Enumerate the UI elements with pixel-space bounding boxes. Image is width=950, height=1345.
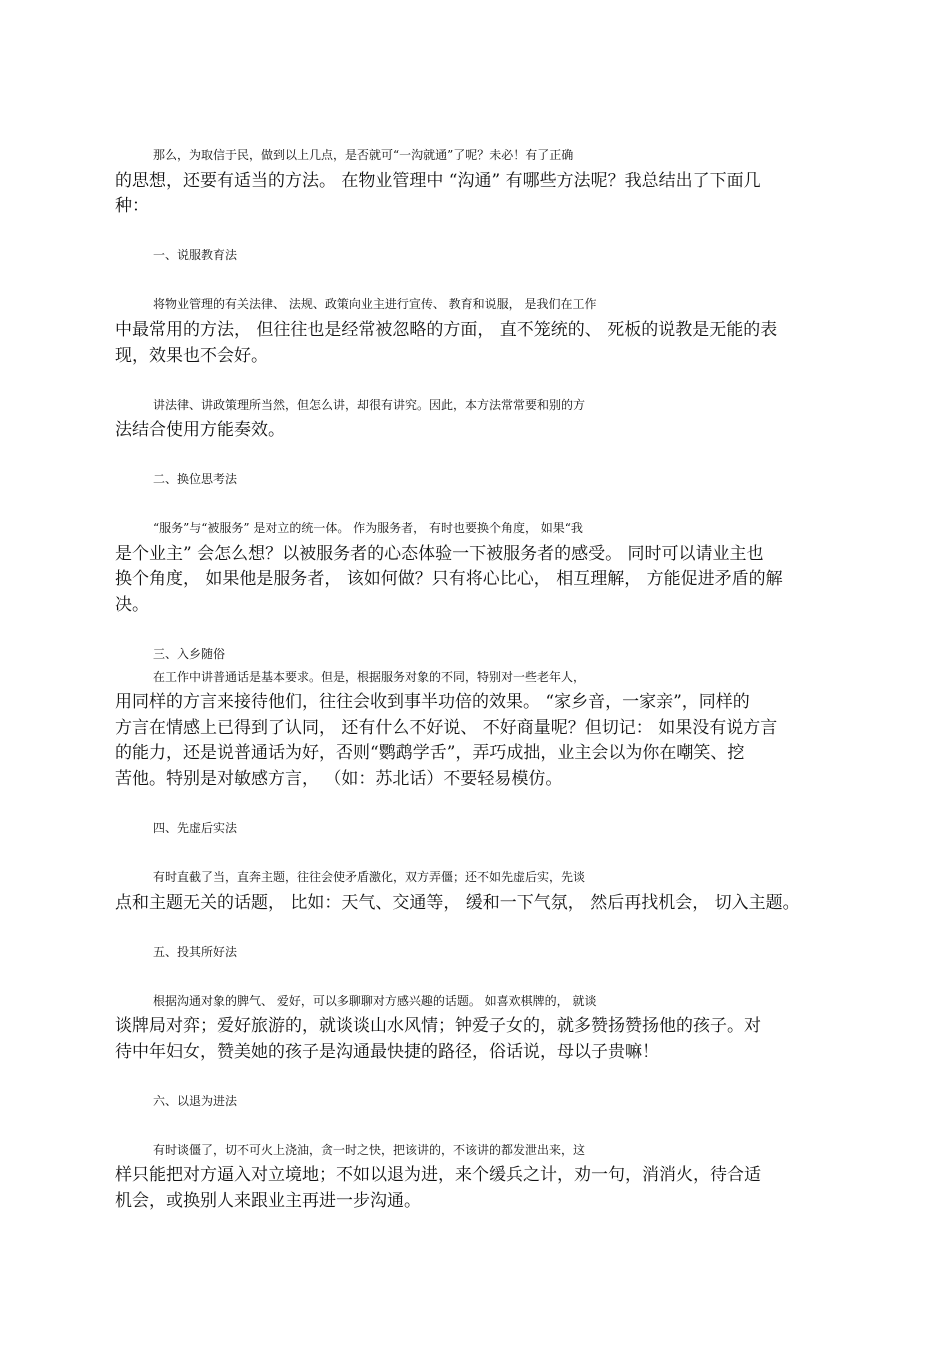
section-heading: 五、投其所好法 (153, 945, 238, 959)
paragraph-line: 方言在情感上已得到了认同， 还有什么不好说、 不好商量呢？但切记： 如果没有说方言 (115, 718, 778, 738)
paragraph-line: 有时谈僵了，切不可火上浇油，贪一时之快，把该讲的，不该讲的都发泄出来，这 (153, 1143, 586, 1157)
paragraph-line: 换个角度， 如果他是服务者， 该如何做？只有将心比心， 相互理解， 方能促进矛盾的解 (115, 569, 783, 589)
paragraph-line: 将物业管理的有关法律、 法规、政策向业主进行宣传、 教育和说服， 是我们在工作 (153, 297, 597, 311)
paragraph-line: 是个业主” 会怎么想？以被服务者的心态体验一下被服务者的感受。 同时可以请业主也 (115, 544, 764, 564)
paragraph-line: 法结合使用方能奏效。 (115, 420, 285, 440)
paragraph-line: 讲法律、讲政策理所当然，但怎么讲，却很有讲究。因此，本方法常常要和别的方 (153, 398, 586, 412)
paragraph-line: 有时直截了当，直奔主题，往往会使矛盾激化，双方弄僵；还不如先虚后实，先谈 (153, 870, 586, 884)
paragraph-line: 中最常用的方法， 但往往也是经常被忽略的方面， 直不笼统的、 死板的说教是无能的表 (115, 320, 778, 340)
paragraph-line: 在工作中讲普通话是基本要求。但是，根据服务对象的不同，特别对一些老年人， (153, 670, 586, 684)
intro-line: 的思想，还要有适当的方法。 在物业管理中 “沟通” 有哪些方法呢？我总结出了下面几 (115, 171, 761, 191)
section-heading: 一、说服教育法 (153, 248, 238, 262)
section-heading: 四、先虚后实法 (153, 821, 238, 835)
section-heading: 六、以退为进法 (153, 1094, 238, 1108)
paragraph-line: 点和主题无关的话题， 比如：天气、交通等， 缓和一下气氛， 然后再找机会， 切入主题。 (115, 893, 800, 913)
paragraph-line: 现，效果也不会好。 (115, 346, 268, 366)
paragraph-line: 苦他。特别是对敏感方言， （如：苏北话）不要轻易模仿。 (115, 769, 563, 789)
paragraph-line: 待中年妇女，赞美她的孩子是沟通最快捷的路径，俗话说，母以子贵嘛！ (115, 1042, 659, 1062)
paragraph-line: 用同样的方言来接待他们，往往会收到事半功倍的效果。 “家乡音，一家亲”，同样的 (115, 692, 750, 712)
paragraph-line: 决。 (115, 595, 149, 615)
intro-line: 种： (115, 196, 149, 216)
paragraph-line: 谈牌局对弈；爱好旅游的，就谈谈山水风情；钟爱子女的，就多赞扬赞扬他的孩子。对 (115, 1016, 761, 1036)
paragraph-line: 的能力，还是说普通话为好，否则“鹦鹉学舌”，弄巧成拙，业主会以为你在嘲笑、挖 (115, 743, 745, 763)
paragraph-line: 根据沟通对象的脾气、 爱好，可以多聊聊对方感兴趣的话题。 如喜欢棋牌的， 就谈 (153, 994, 597, 1008)
paragraph-line: “服务”与“被服务” 是对立的统一体。 作为服务者， 有时也要换个角度， 如果“我 (153, 521, 583, 535)
paragraph-line: 机会，或换别人来跟业主再进一步沟通。 (115, 1191, 421, 1211)
intro-line: 那么，为取信于民，做到以上几点，是否就可“一沟就通”了呢？未必！有了正确 (153, 148, 574, 162)
paragraph-line: 样只能把对方逼入对立境地；不如以退为进，来个缓兵之计，劝一句，消消火，待合适 (115, 1165, 761, 1185)
section-heading: 二、换位思考法 (153, 472, 238, 486)
section-heading: 三、入乡随俗 (153, 647, 226, 661)
